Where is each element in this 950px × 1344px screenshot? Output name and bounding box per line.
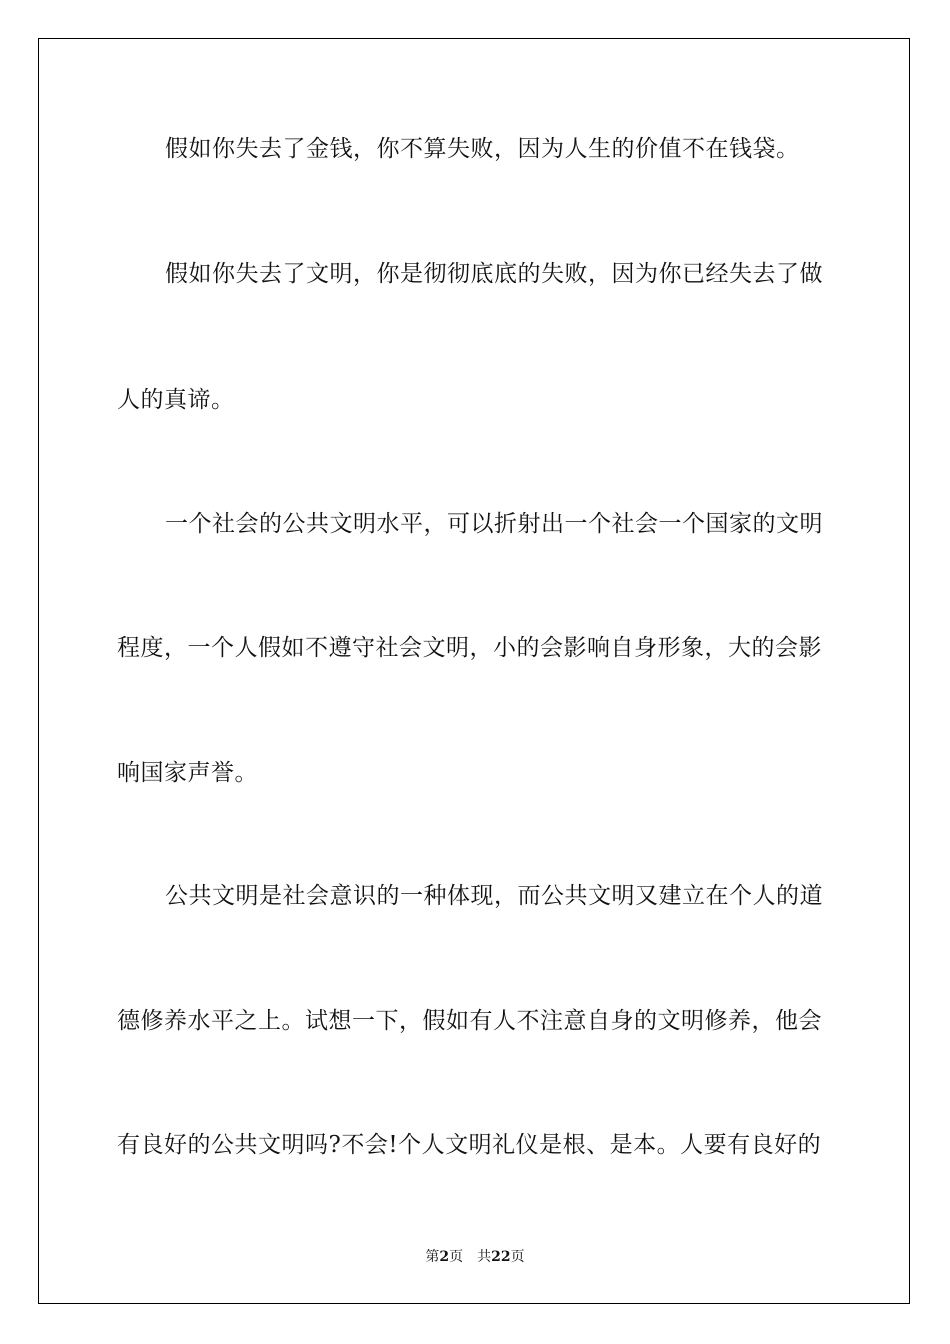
paragraph-line-9: 有良好的公共文明吗?不会!个人文明礼仪是根、是本。人要有良好的 — [117, 1132, 822, 1158]
paragraph-line-3: 人的真谛。 — [117, 387, 235, 413]
paragraph-line-4: 一个社会的公共文明水平，可以折射出一个社会一个国家的文明 — [165, 511, 823, 537]
paragraph-line-7: 公共文明是社会意识的一种体现，而公共文明又建立在个人的道 — [165, 883, 823, 909]
page-border — [38, 38, 910, 1304]
total-prefix: 共 — [477, 1249, 492, 1265]
page-number: 2 — [439, 1249, 450, 1265]
paragraph-line-2: 假如你失去了文明，你是彻彻底底的失败，因为你已经失去了做 — [165, 261, 823, 287]
paragraph-line-1: 假如你失去了金钱，你不算失败，因为人生的价值不在钱袋。 — [165, 136, 800, 162]
page-suffix: 页 — [449, 1249, 464, 1265]
page-footer — [0, 1248, 950, 1266]
total-pages: 22 — [491, 1249, 511, 1265]
total-suffix: 页 — [510, 1249, 525, 1265]
page-prefix: 第 — [425, 1249, 440, 1265]
paragraph-line-8: 德修养水平之上。试想一下，假如有人不注意自身的文明修养，他会 — [117, 1008, 822, 1034]
paragraph-line-6: 响国家声誉。 — [117, 760, 258, 786]
paragraph-line-5: 程度，一个人假如不遵守社会文明，小的会影响自身形象，大的会影 — [117, 635, 822, 661]
